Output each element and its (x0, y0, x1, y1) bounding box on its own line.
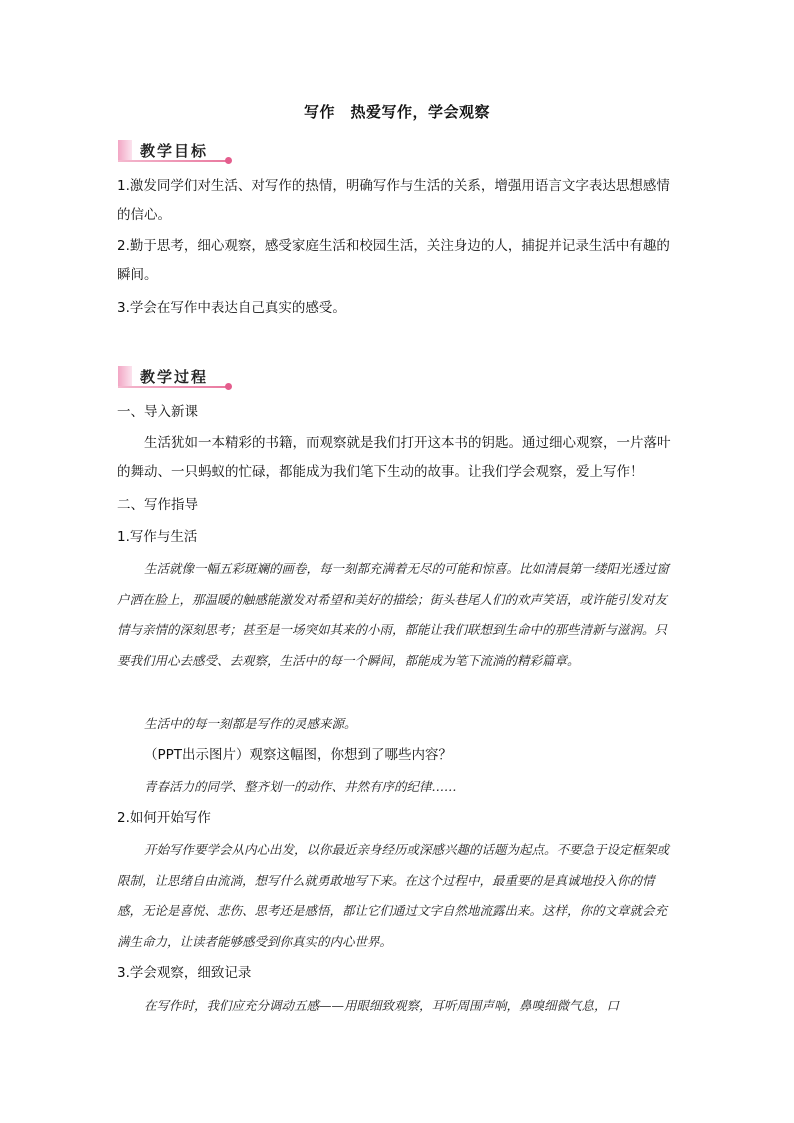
section-heading-label: 教学过程 (140, 368, 209, 386)
sub3-text: 在写作时，我们应充分调动五感——用眼细致观察，耳听周围声响，鼻嗅细微气息，口 (144, 998, 620, 1013)
sub1-note: 生活中的每一刻都是写作的灵感来源。 (144, 716, 357, 731)
sub2-text: 开始写作要学会从内心出发，以你最近亲身经历或深感兴趣的话题为起点。不要急于设定框架或限制，让思绪自由流淌，想写什么就勇敢地写下来。在这个过程中，最重要的是真诚地投入你的情感，无论是喜悦、悲伤、思考还是感悟，都让它们通过文字自然地流露出来。这样，你的文章就会充满生命力，让读者能够感受到你真实的内心世界。 (117, 842, 670, 949)
part2-title: 二、写作指导 (117, 497, 198, 513)
sub3-title: 3.学会观察，细致记录 (117, 965, 252, 981)
sub1-answer: 青春活力的同学、整齐划一的动作、井然有序的纪律…… (144, 779, 457, 794)
heading-dot (225, 157, 232, 164)
goal-item-2: 2.勤于思考，细心观察，感受家庭生活和校园生活，关注身边的人，捕捉并记录生活中有趣的瞬间。 (117, 238, 670, 283)
section-heading-goals (118, 138, 238, 164)
heading-accent-bar (118, 366, 132, 386)
section-heading-label: 教学目标 (140, 142, 209, 160)
part1-title: 一、导入新课 (117, 404, 198, 420)
section-heading-process (118, 364, 238, 390)
goal-item-3: 3.学会在写作中表达自己真实的感受。 (117, 300, 346, 316)
page-title: 写作 热爱写作，学会观察 (303, 103, 490, 121)
heading-underline (118, 160, 228, 162)
sub1-title: 1.写作与生活 (117, 529, 198, 545)
heading-accent-bar (118, 140, 132, 160)
heading-underline (118, 386, 228, 388)
sub1-question: （PPT出示图片）观察这幅图，你想到了哪些内容？ (144, 747, 453, 763)
goal-item-1: 1.激发同学们对生活、对写作的热情，明确写作与生活的关系，增强用语言文字表达思想感情的信心。 (117, 178, 670, 223)
sub1-text: 生活就像一幅五彩斑斓的画卷，每一刻都充满着无尽的可能和惊喜。比如清晨第一缕阳光透过窗户洒在脸上，那温暖的触感能激发对希望和美好的描绘；街头巷尾人们的欢声笑语，或许能引发对友情与亲情的深刻思考；甚至是一场突如其来的小雨，都能让我们联想到生命中的那些清新与滋润。只要我们用心去感受、去观察，生活中的每一个瞬间，都能成为笔下流淌的精彩篇章。 (117, 561, 670, 668)
heading-dot (225, 383, 232, 390)
part1-text: 生活犹如一本精彩的书籍，而观察就是我们打开这本书的钥匙。通过细心观察，一片落叶的舞动、一只蚂蚁的忙碌，都能成为我们笔下生动的故事。让我们学会观察，爱上写作！ (117, 435, 671, 480)
sub2-title: 2.如何开始写作 (117, 810, 211, 826)
